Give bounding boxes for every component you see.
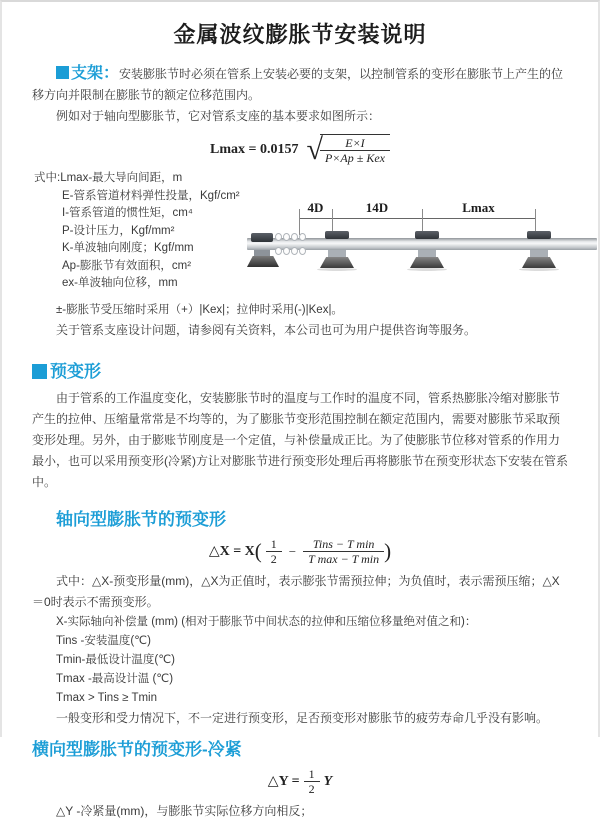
guide-cap — [415, 231, 439, 239]
anchor-base — [247, 256, 279, 267]
axial-heading: 轴向型膨胀节的预变形 — [56, 510, 226, 529]
page-title: 金属波纹膨胀节安装说明 — [173, 22, 427, 47]
variable-line: P-设计压力，Kgf/mm² — [62, 224, 175, 237]
variable-line: I-管系管道的惯性矩，cm⁴ — [62, 207, 193, 219]
temp-numerator: Tins − T min — [303, 537, 384, 552]
section-bullet-icon — [32, 364, 47, 379]
guide-shadow — [407, 268, 447, 271]
bellows-ring — [275, 233, 282, 241]
guide-saddle — [328, 250, 346, 257]
half-denominator: 2 — [270, 552, 277, 566]
lmax-formula-numerator: E×I — [320, 136, 390, 151]
support-heading: 支架： — [71, 65, 120, 82]
guide-support-icon — [407, 198, 447, 278]
lateral-heading: 横向型膨胀节的预变形-冷紧 — [32, 740, 242, 759]
anchor-support-icon — [251, 233, 273, 242]
guide-shadow — [317, 268, 357, 271]
axial-item: Tins -安装温度(℃) — [56, 635, 151, 647]
guide-base — [522, 257, 556, 268]
bellows-ring — [291, 247, 298, 255]
guide-base — [410, 257, 444, 268]
bellows-ring — [291, 233, 298, 241]
guide-support-icon — [519, 198, 559, 278]
pipe-support-diagram — [247, 198, 597, 298]
dim-label-lmax: Lmax — [462, 200, 495, 215]
section-bullet-icon — [56, 66, 69, 79]
support-example-text: 例如对于轴向型膨胀节，它对管系支座的基本要求如图所示： — [56, 109, 381, 123]
guide-cap — [325, 231, 349, 239]
consult-note: 关于管系支座设计问题，请参阅有关资料，本公司也可为用户提供咨询等服务。 — [56, 323, 477, 337]
lateral-note: △Y -冷紧量(mm)，与膨胀节实际位移方向相反； — [56, 804, 313, 818]
axial-note: 一般变形和受力情况下，不一定进行预变形，足否预变形对膨胀节的疲劳寿命几乎没有影响。 — [56, 711, 549, 725]
variable-line: ex-单波轴向位移，mm — [62, 277, 178, 289]
bellows-ring — [299, 247, 306, 255]
variable-line — [32, 170, 568, 188]
left-paren: ( — [254, 539, 262, 563]
axial-formula-lhs: △X = X — [208, 544, 255, 560]
guide-shadow — [519, 268, 559, 271]
predeform-body: 由于管系的工作温度变化，安装膨胀节时的温度与工作时的温度不同，管系热膨胀冷缩对膨胀节产生的拉伸、压缩量常常是不均等的，为了膨胀节变形范围控制在额定范围内，需要对膨胀节采取预变形处理。另外，由于膨账节刚度是一个定值，与补偿量成正比。为了使膨胀节位移对管系的作用力最小，也可以采用预变形(冷紧)方让对膨胀节进行预变形处理后再将膨胀节在预变形状态下安装在管系中。 — [32, 391, 568, 489]
guide-saddle — [530, 250, 548, 257]
guide-base — [320, 257, 354, 268]
axial-explain: 式中：△X-预变形量(mm)，△X为正值时，表示膨张节需预拉伸；为负值时，表示需预压缩；△X＝0时表示不需预变形。 — [32, 574, 560, 609]
axial-formula — [32, 537, 568, 566]
variable-line: E-管系管道材料弹性投量，Kgf/cm² — [62, 189, 240, 202]
dim-label-14d: 14D — [365, 200, 389, 215]
support-intro-paragraph — [32, 63, 568, 106]
variable-0: Lmax-最大导向间距，m — [60, 172, 183, 184]
anchor-saddle — [254, 250, 270, 256]
sqrt-radical-icon: √ — [306, 132, 323, 166]
lmax-formula-denominator: P×Ap ± Kex — [324, 151, 385, 165]
lateral-denominator: 2 — [308, 782, 315, 796]
lmax-formula-lhs: Lmax = 0.0157 — [210, 142, 299, 158]
dimension-tick — [299, 209, 300, 235]
axial-item: Tmax > Tins ≥ Tmin — [56, 692, 157, 704]
right-paren: ) — [384, 539, 392, 563]
variable-line: Ap-膨胀节有效面积，cm² — [62, 259, 192, 272]
axial-variable-list — [32, 613, 568, 708]
bellows-ring — [283, 247, 290, 255]
variable-line: K-单波轴向刚度；Kgf/mm — [62, 242, 194, 254]
bellows-icon — [275, 233, 313, 255]
temp-denominator: T max − T min — [308, 552, 380, 566]
lateral-numerator: 1 — [304, 767, 320, 782]
axial-item: Tmax -最高设计温 (℃) — [56, 673, 174, 685]
guide-cap — [527, 231, 551, 239]
guide-support-icon — [317, 198, 357, 278]
guide-saddle — [418, 250, 436, 257]
support-intro-text: 安装膨胀节时必须在管系上安装必要的支架，以控制管系的变形在膨胀节上产生的位移方向并限制在膨胀节的额定位移范围内。 — [32, 67, 564, 102]
bellows-ring — [299, 233, 306, 241]
lateral-formula — [32, 767, 568, 796]
lmax-formula — [32, 134, 568, 165]
bellows-ring — [275, 247, 282, 255]
half-numerator: 1 — [266, 537, 282, 552]
dim-label-4d: 4D — [307, 200, 324, 215]
lateral-formula-rhs: Y — [323, 774, 333, 790]
predeform-heading-text: 预变形 — [50, 362, 101, 381]
axial-item: Tmin-最低设计温度(℃) — [56, 654, 175, 666]
variables-and-diagram — [32, 170, 568, 300]
plus-minus-note: ±-膨胀节受压缩时采用（+）|Kex|；拉伸时采用(-)|Kex|。 — [56, 304, 343, 316]
lateral-formula-lhs: △Y = — [267, 774, 300, 790]
var-intro: 式中: — [34, 172, 61, 184]
axial-item: X-实际轴向补偿量 (mm) (相对于膨胀节中间状态的拉伸和压缩位移量绝对值之和)： — [56, 616, 477, 628]
predeform-heading — [32, 357, 568, 382]
minus-op: − — [288, 543, 297, 559]
bellows-ring — [283, 233, 290, 241]
